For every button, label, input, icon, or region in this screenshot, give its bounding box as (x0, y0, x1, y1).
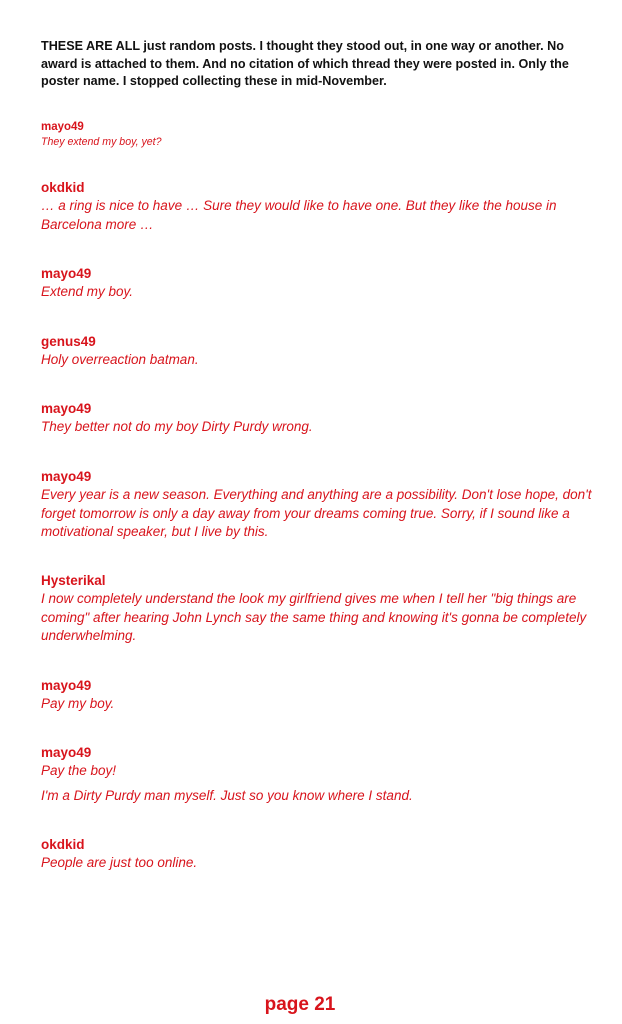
poster-name: mayo49 (41, 121, 84, 133)
post-text: Extend my boy. (41, 284, 134, 299)
post (41, 333, 601, 370)
post (41, 179, 601, 234)
post-text: People are just too online. (41, 855, 198, 870)
post-text: Holy overreaction batman. (41, 352, 199, 367)
post (41, 400, 601, 437)
poster-name: mayo49 (41, 469, 92, 484)
post-text: I'm a Dirty Purdy man myself. Just so you know where I stand. (41, 787, 413, 803)
poster-name: genus49 (41, 334, 96, 349)
post-text: I now completely understand the look my girlfriend gives me when I tell her "big things are coming" after hearing John Lynch say the same thing and knowing it's gonna be completely underwhelming. (41, 591, 587, 644)
post-text: They better not do my boy Dirty Purdy wrong. (41, 419, 313, 434)
page-number: page 21 (264, 994, 336, 1015)
post-text: … a ring is nice to have … Sure they would like to have one. But they like the house in Barcelona more … (41, 198, 557, 232)
post (41, 468, 601, 542)
poster-name: mayo49 (41, 266, 92, 281)
post-text: Pay my boy. (41, 696, 115, 711)
poster-name: Hysterikal (41, 573, 106, 588)
poster-name: okdkid (41, 180, 85, 195)
post (41, 120, 601, 149)
poster-name: okdkid (41, 837, 85, 852)
post (41, 836, 601, 873)
post-text: Pay the boy! (41, 763, 117, 778)
poster-name: mayo49 (41, 401, 92, 416)
intro-paragraph: THESE ARE ALL just random posts. I thought they stood out, in one way or another. No award is attached to them. And no citation of which thread they were posted in. Only the poster name. I stopped collecting these in mid-November. (41, 39, 569, 88)
post-text: They extend my boy, yet? (41, 136, 162, 148)
poster-name: mayo49 (41, 745, 92, 760)
post-text: Every year is a new season. Everything and anything are a possibility. Don't lose hope, don't forget tomorrow is only a day away from your dreams coming true. Sorry, if I sound like a motivational speaker, but I live by this. (41, 487, 592, 540)
post (41, 744, 601, 805)
post (41, 572, 601, 646)
poster-name: mayo49 (41, 678, 92, 693)
post (41, 265, 601, 302)
post (41, 677, 601, 714)
